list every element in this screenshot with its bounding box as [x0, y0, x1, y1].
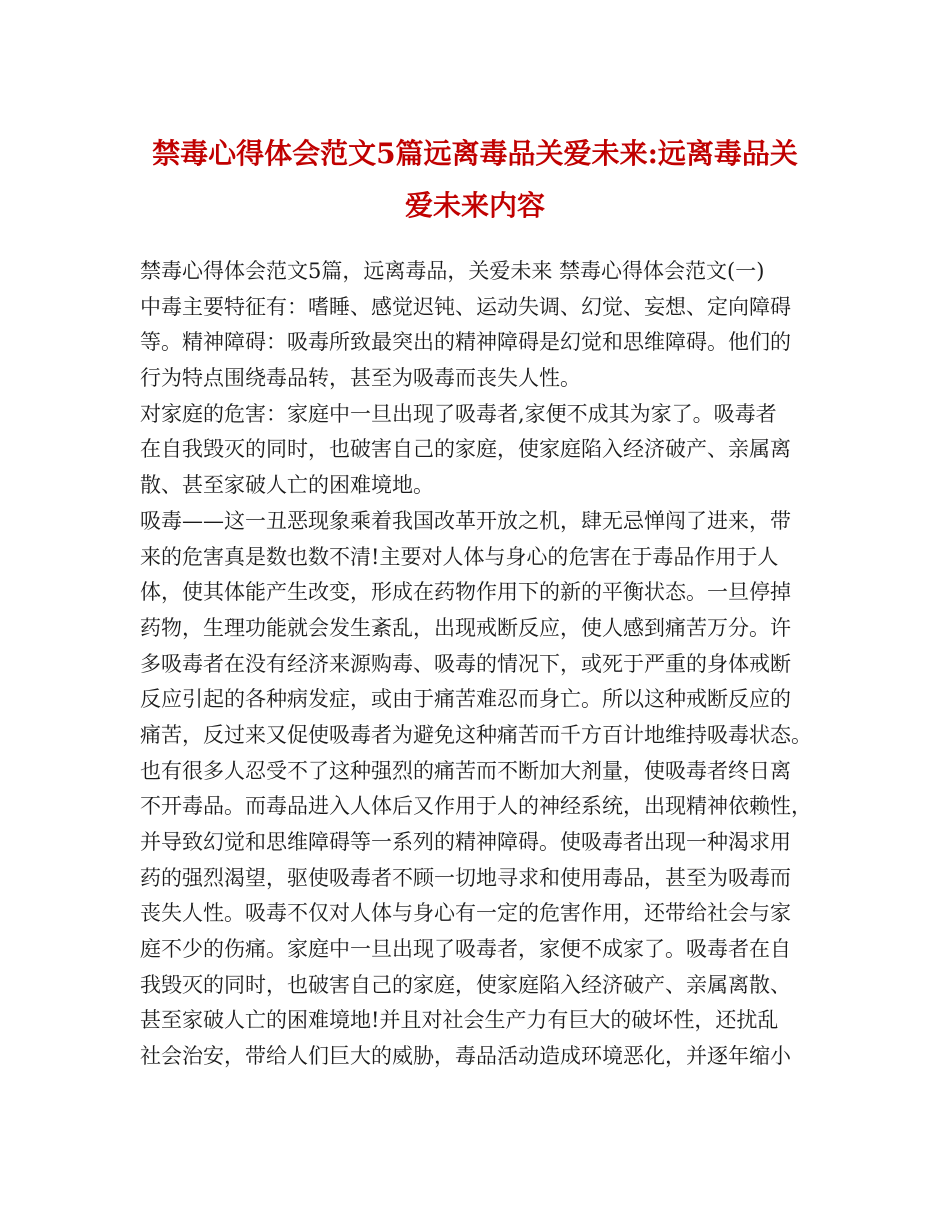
body-line: 我毁灭的同时，也破害自己的家庭，使家庭陷入经济破产、亲属离散、 — [140, 972, 791, 997]
body-line: 痛苦，反过来又促使吸毒者为避免这种痛苦而千方百计地维持吸毒状态。 — [140, 722, 812, 747]
body-line: 在自我毁灭的同时，也破害自己的家庭，使家庭陷入经济破产、亲属离 — [140, 437, 791, 462]
body-line: 药的强烈渴望，驱使吸毒者不顾一切地寻求和使用毒品，甚至为吸毒而 — [140, 865, 791, 890]
body-line: 行为特点围绕毒品转，甚至为吸毒而丧失人性。 — [140, 366, 581, 391]
body-line: 丧失人性。吸毒不仅对人体与身心有一定的危害作用，还带给社会与家 — [140, 901, 791, 926]
body-line: 禁毒心得体会范文5篇，远离毒品，关爱未来 禁毒心得体会范文(一) — [140, 259, 765, 283]
body-line: 吸毒——这一丑恶现象乘着我国改革开放之机，肆无忌惮闯了进来，带 — [140, 508, 791, 533]
title-line: 爱未来内容 — [404, 189, 545, 222]
body-line: 多吸毒者在没有经济来源购毒、吸毒的情况下，或死于严重的身体戒断 — [140, 651, 791, 676]
document-title — [120, 128, 830, 232]
body-line: 药物，生理功能就会发生紊乱，出现戒断反应，使人感到痛苦万分。许 — [140, 615, 791, 640]
body-line: 来的危害真是数也数不清!主要对人体与身心的危害在于毒品作用于人 — [140, 544, 779, 569]
body-line: 不开毒品。而毒品进入人体后又作用于人的神经系统，出现精神依赖性， — [140, 794, 812, 819]
document-body — [140, 254, 820, 1075]
body-line: 也有很多人忍受不了这种强烈的痛苦而不断加大剂量，使吸毒者终日离 — [140, 758, 791, 783]
title-line: 禁毒心得体会范文5篇远离毒品关爱未来:远离毒品关 — [152, 137, 798, 170]
body-line: 散、甚至家破人亡的困难境地。 — [140, 473, 434, 498]
body-line: 庭不少的伤痛。家庭中一旦出现了吸毒者，家便不成家了。吸毒者在自 — [140, 937, 791, 962]
body-line: 反应引起的各种病发症，或由于痛苦难忍而身亡。所以这种戒断反应的 — [140, 687, 791, 712]
body-line: 体，使其体能产生改变，形成在药物作用下的新的平衡状态。一旦停掉 — [140, 580, 791, 605]
body-line: 中毒主要特征有：嗜睡、感觉迟钝、运动失调、幻觉、妄想、定向障碍 — [140, 294, 791, 319]
body-line: 对家庭的危害：家庭中一旦出现了吸毒者,家便不成其为家了。吸毒者 — [140, 401, 777, 426]
body-line: 等。精神障碍：吸毒所致最突出的精神障碍是幻觉和思维障碍。他们的 — [140, 330, 791, 355]
body-line: 社会治安，带给人们巨大的威胁，毒品活动造成环境恶化，并逐年缩小 — [140, 1044, 791, 1069]
body-line: 甚至家破人亡的困难境地!并且对社会生产力有巨大的破坏性，还扰乱 — [140, 1008, 779, 1033]
body-line: 并导致幻觉和思维障碍等一系列的精神障碍。使吸毒者出现一种渴求用 — [140, 830, 791, 854]
